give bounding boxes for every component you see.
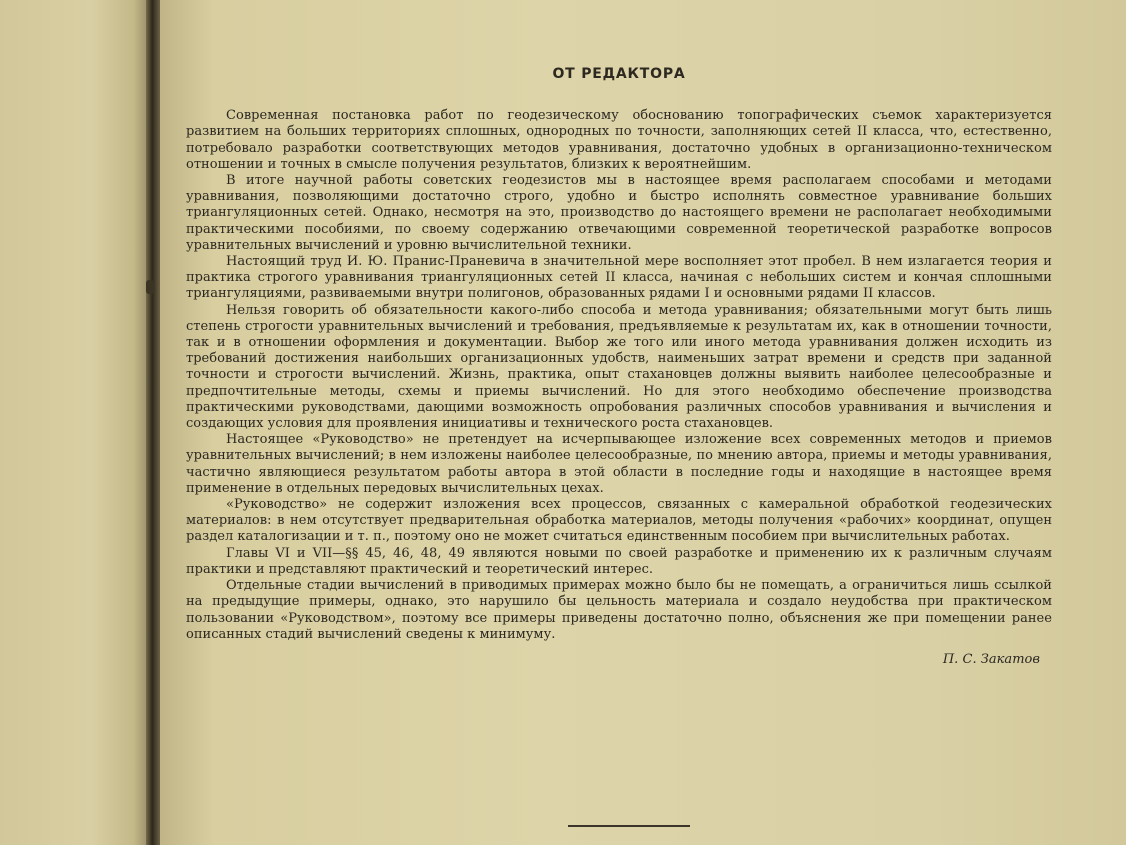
paragraph-5: Настоящее «Руководство» не претендует на исчерпывающее изложение всех современных методов и приемов уравнительных вычислений; в нем изложены наиболее целесообразные, по мнению автора, приемы и методы уравнивания, частично являющиеся результатом работы автора в этой области в последние годы и находящие в настоящее время применение в отдельных передовых вычислительных цехах. <box>186 432 1052 496</box>
paragraph-1: Современная постановка работ по геодезическому обоснованию топографических съемок характеризуется развитием на больших территориях сплошных, однородных по точности, заполняющих сетей II класса, что, естественно, потребовало разработки соответствующих методов уравнивания, достаточно удобных в организационно-техническом отношении и точных в смысле получения результатов, близких к вероятнейшим. <box>186 108 1052 172</box>
page-mark <box>146 280 154 294</box>
paragraph-3: Настоящий труд И. Ю. Пранис-Праневича в значительной мере восполняет этот пробел. В нем излагается теория и практика строгого уравнивания триангуляционных сетей II класса, начиная с небольших систем и кончая сплошными триангуляциями, развиваемыми внутри полигонов, образованных рядами I и основными рядами II классов. <box>186 254 1052 302</box>
book-spine <box>146 0 160 845</box>
paragraph-8: Отдельные стадии вычислений в приводимых примерах можно было бы не помещать, а ограничиться лишь ссылкой на предыдущие примеры, однако, это нарушило бы цельность материала и создало неудобства при практическом пользовании «Руководством», поэтому все примеры приведены достаточно полно, объяснения же при помещении ранее описанных стадий вычислений сведены к минимуму. <box>186 578 1052 642</box>
page-title: ОТ РЕДАКТОРА <box>552 66 686 82</box>
paragraph-2: В итоге научной работы советских геодезистов мы в настоящее время располагаем способами и методами уравнивания, позволяющими достаточно строго, удобно и быстро исполнять совместное уравнивание больших триангуляционных сетей. Однако, несмотря на это, производство до настоящего времени не располагает необходимыми практическими пособиями, по своему содержанию отвечающими современной теоретической разработке вопросов уравнительных вычислений и уровню вычислительной техники. <box>186 173 1052 253</box>
bottom-rule <box>568 825 690 827</box>
paragraph-4: Нельзя говорить об обязательности какого-либо способа и метода уравнивания; обязательными могут быть лишь степень строгости уравнительных вычислений и требования, предъявляемые к результатам их, как в отношении точности, так и в отношении оформления и документации. Выбор же того или иного метода уравнивания должен исходить из требований достижения наибольших организационных удобств, наименьших затрат времени и средств при заданной точности и строгости вычислений. Жизнь, практика, опыт стахановцев должны выявить наиболее целесообразные и предпочтительные методы, схемы и приемы вычислений. Но для этого необходимо обеспечение производства практическими руководствами, дающими возможность опробования различных способов уравнивания и вычисления и создающих условия для проявления инициативы и технического роста стахановцев. <box>186 302 1052 432</box>
editor-foreword <box>186 66 1052 668</box>
paragraph-6: «Руководство» не содержит изложения всех процессов, связанных с камеральной обработкой геодезических материалов: в нем отсутствует предварительная обработка материалов, методы получения «рабочих» координат, опущен раздел каталогизации и т. п., поэтому оно не может считаться единственным пособием при вычислительных работах. <box>186 497 1052 545</box>
left-page <box>0 0 152 845</box>
paragraph-7: Главы VI и VII—§§ 45, 46, 48, 49 являются новыми по своей разработке и применению их к различным случаям практики и представляют практический и теоретический интерес. <box>186 545 1052 577</box>
author-signature: П. С. Закатов <box>942 651 1040 667</box>
